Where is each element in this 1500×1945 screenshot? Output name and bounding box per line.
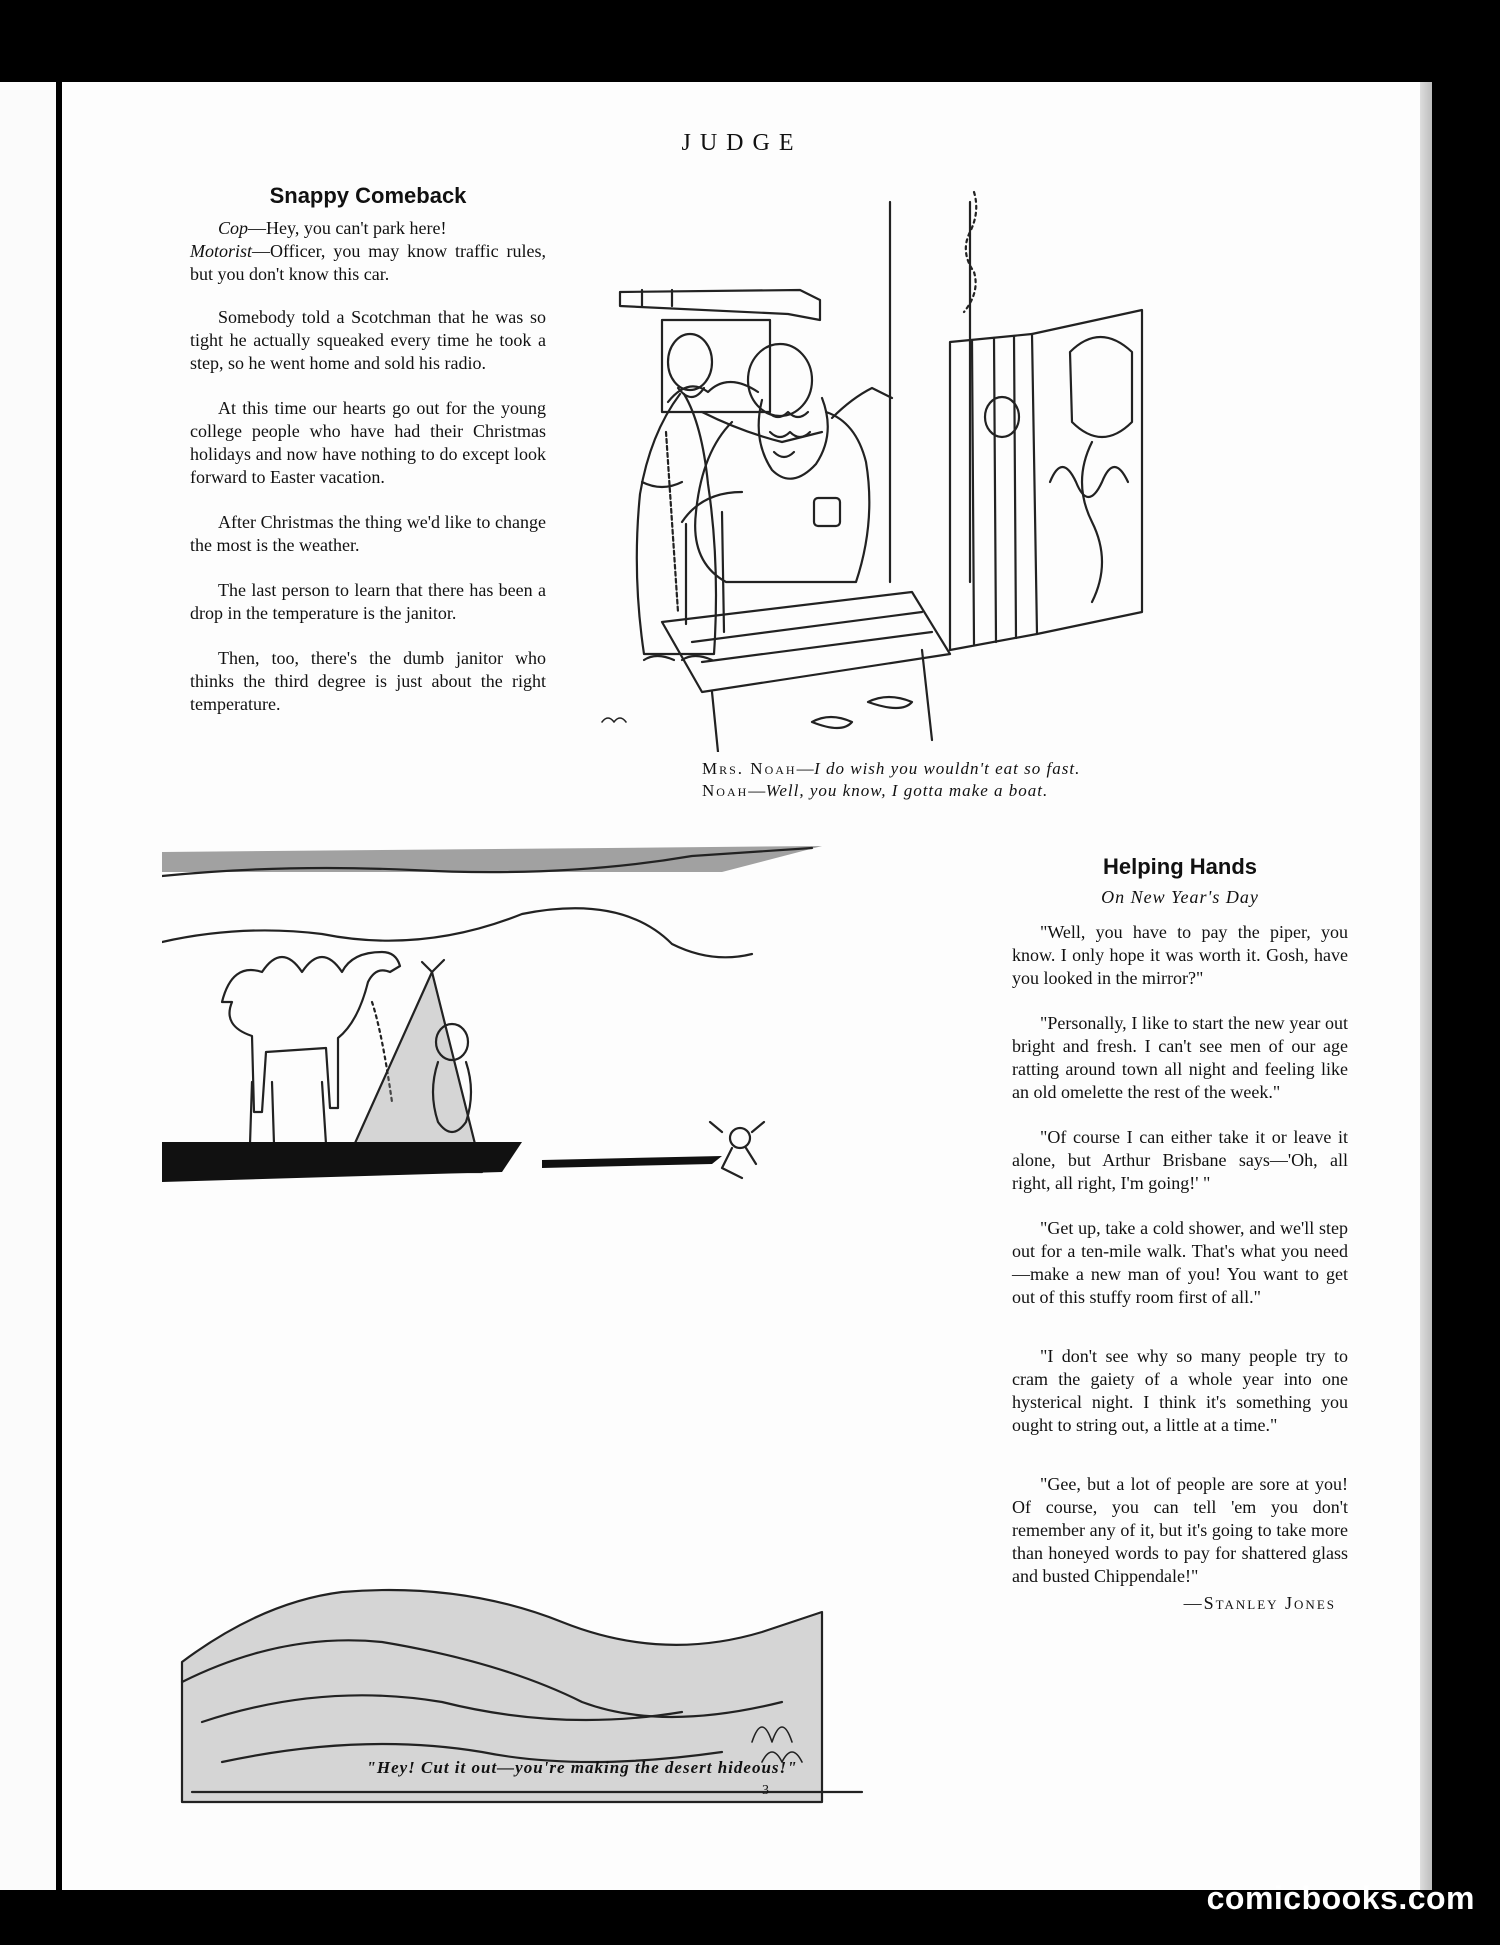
- paragraph: "Of course I can either take it or leave it alone, but Arthur Brisbane says—'Oh, all right, all right, I'm going!' ": [1012, 1127, 1348, 1193]
- noah-line: Well, you know, I gotta make a boat.: [765, 781, 1049, 800]
- speaker-cop: Cop: [218, 218, 249, 238]
- paragraph: After Christmas the thing we'd like to change the most is the weather.: [190, 512, 546, 555]
- mrs-noah-line: I do wish you wouldn't eat so fast.: [814, 759, 1081, 778]
- snappy-comeback-title: Snappy Comeback: [269, 183, 467, 208]
- paragraph: At this time our hearts go out for the young college people who have had their Christmas holidays and now have nothing to do except look forward to Easter vacation.: [190, 398, 546, 487]
- paragraph: The last person to learn that there has been a drop in the temperature is the janitor.: [190, 580, 546, 623]
- helping-hands-title: Helping Hands: [1102, 854, 1257, 879]
- speaker-motorist: Motorist: [190, 241, 253, 261]
- previous-page-edge: [0, 82, 56, 1890]
- paragraph: Then, too, there's the dumb janitor who thinks the third degree is just about the right temperature.: [190, 648, 546, 714]
- speaker-noah: Noah: [702, 781, 749, 800]
- noah-cartoon-caption: Mrs. Noah—I do wish you wouldn't eat so fast. Noah—Well, you know, I gotta make a boat.: [702, 759, 1081, 800]
- paragraph: "I don't see why so many people try to cram the gaiety of a whole year into one hysterical night. I think it's something you ought to string out, a little at a time.": [1012, 1346, 1348, 1435]
- magazine-page: [62, 82, 1420, 1890]
- noah-cartoon-illustration: [582, 182, 1302, 752]
- cop-motorist-joke: [190, 217, 546, 286]
- paragraph: "Personally, I like to start the new year out bright and fresh. I can't see men of our age ratting around town all night and feeling like an old omelette the rest of the week.": [1012, 1013, 1348, 1102]
- masthead: JUDGE: [681, 130, 803, 156]
- page-number: 3: [762, 1783, 769, 1798]
- paragraph: Somebody told a Scotchman that he was so tight he actually squeaked every time he took a step, so he went home and sold his radio.: [190, 307, 546, 373]
- cop-line: —Hey, you can't park here!: [248, 218, 447, 238]
- desert-cartoon-caption: [272, 1757, 892, 1779]
- motorist-line: —Officer, you may know traffic rules, but you don't know this car.: [190, 241, 546, 284]
- helping-hands-subtitle: On New Year's Day: [1101, 887, 1259, 907]
- snappy-comeback-column: [190, 184, 546, 738]
- paragraph: "Well, you have to pay the piper, you know. I only hope it was worth it. Gosh, have you looked in the mirror?": [1012, 922, 1348, 988]
- desert-cartoon-illustration: [162, 842, 962, 1852]
- paragraph: "Gee, but a lot of people are sore at you! Of course, you can tell 'em you don't remember any of it, but it's going to take more than honeyed words to pay for shattered glass and busted Chippendale!": [1012, 1474, 1348, 1586]
- byline: —Stanley Jones: [1183, 1593, 1336, 1613]
- speaker-mrs-noah: Mrs. Noah: [702, 759, 797, 778]
- paragraph: "Get up, take a cold shower, and we'll step out for a ten-mile walk. That's what you need—make a new man of you! You want to get out of this stuffy room first of all.": [1012, 1218, 1348, 1307]
- helping-hands-column: [1012, 855, 1348, 1615]
- desert-caption-text: "Hey! Cut it out—you're making the desert hideous!": [366, 1758, 798, 1777]
- watermark-logo: comicbooks.com: [1206, 1880, 1475, 1916]
